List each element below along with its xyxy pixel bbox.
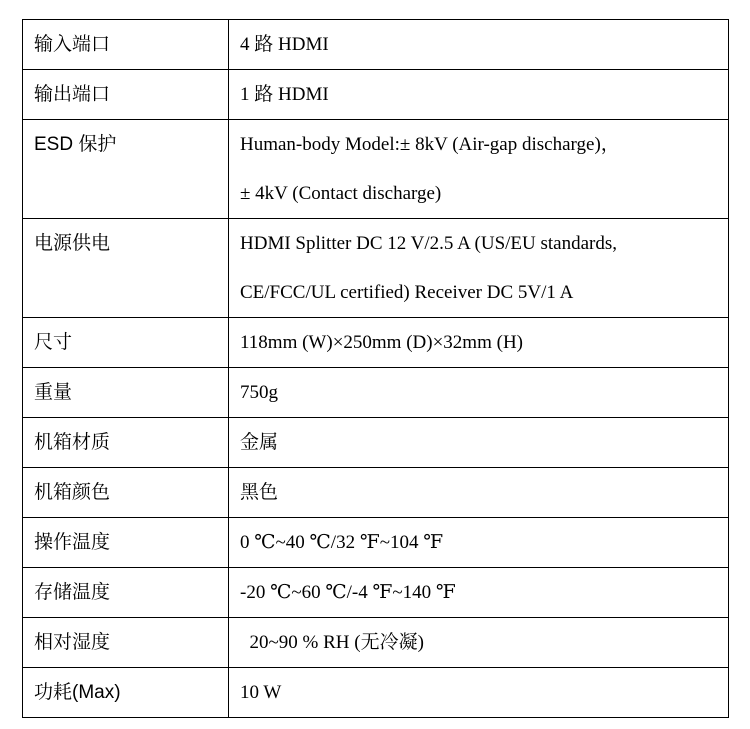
row-value bbox=[229, 468, 729, 518]
table-row bbox=[23, 418, 729, 468]
table-row bbox=[23, 318, 729, 368]
value-line: -20 ℃~60 ℃/-4 ℉~140 ℉ bbox=[240, 582, 456, 603]
table-row bbox=[23, 518, 729, 568]
row-label: 尺寸 bbox=[23, 318, 229, 368]
table-row bbox=[23, 20, 729, 70]
table-row bbox=[23, 618, 729, 668]
row-label: ESD 保护 bbox=[23, 120, 229, 219]
row-value bbox=[229, 568, 729, 618]
value-line: 4 路 HDMI bbox=[240, 34, 329, 55]
row-label: 输出端口 bbox=[23, 70, 229, 120]
value-line: 750g bbox=[240, 382, 278, 403]
row-label: 功耗(Max) bbox=[23, 668, 229, 718]
value-line: CE/FCC/UL certified) Receiver DC 5V/1 A bbox=[240, 282, 574, 303]
row-value bbox=[229, 618, 729, 668]
spec-table bbox=[22, 19, 729, 718]
row-label: 机箱颜色 bbox=[23, 468, 229, 518]
table-row bbox=[23, 568, 729, 618]
row-value bbox=[229, 70, 729, 120]
value-line: 金属 bbox=[240, 432, 279, 453]
value-line: 10 W bbox=[240, 682, 282, 703]
row-value bbox=[229, 418, 729, 468]
row-label: 操作温度 bbox=[23, 518, 229, 568]
row-label: 重量 bbox=[23, 368, 229, 418]
value-line: HDMI Splitter DC 12 V/2.5 A (US/EU standards, bbox=[240, 233, 618, 254]
row-value bbox=[229, 518, 729, 568]
table-row bbox=[23, 219, 729, 318]
value-line: 黑色 bbox=[240, 482, 279, 503]
value-line: 20~90 % RH (无冷凝) bbox=[240, 632, 424, 653]
row-label: 相对湿度 bbox=[23, 618, 229, 668]
row-value bbox=[229, 368, 729, 418]
row-value bbox=[229, 120, 729, 219]
row-label: 机箱材质 bbox=[23, 418, 229, 468]
table-row bbox=[23, 368, 729, 418]
value-line: Human-body Model:± 8kV (Air-gap discharge)， bbox=[240, 134, 620, 155]
row-value bbox=[229, 668, 729, 718]
table-row bbox=[23, 120, 729, 219]
table-row bbox=[23, 668, 729, 718]
value-line: 0 ℃~40 ℃/32 ℉~104 ℉ bbox=[240, 532, 444, 553]
value-line: 118mm (W)×250mm (D)×32mm (H) bbox=[240, 332, 523, 353]
value-line: ± 4kV (Contact discharge) bbox=[240, 183, 442, 204]
value-line: 1 路 HDMI bbox=[240, 84, 329, 105]
table-row bbox=[23, 70, 729, 120]
row-value bbox=[229, 219, 729, 318]
row-label: 输入端口 bbox=[23, 20, 229, 70]
row-value bbox=[229, 20, 729, 70]
row-label: 电源供电 bbox=[23, 219, 229, 318]
table-row bbox=[23, 468, 729, 518]
row-value bbox=[229, 318, 729, 368]
row-label: 存储温度 bbox=[23, 568, 229, 618]
